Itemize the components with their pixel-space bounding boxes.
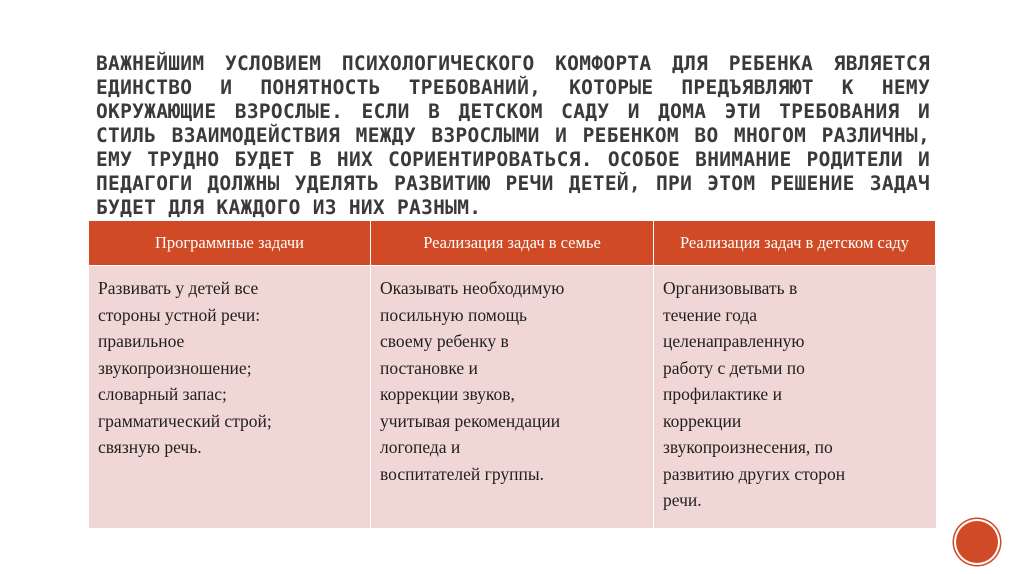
- slide-heading: ВАЖНЕЙШИМ УСЛОВИЕМ ПСИХОЛОГИЧЕСКОГО КОМФОРТА ДЛЯ РЕБЕНКА ЯВЛЯЕТСЯ ЕДИНСТВО И ПОНЯТНОСТЬ ТРЕБОВАНИЙ, КОТОРЫЕ ПРЕДЪЯВЛЯЮТ К НЕМУ ОКРУЖАЮЩИЕ ВЗРОСЛЫЕ. ЕСЛИ В ДЕТСКОМ САДУ И ДОМА ЭТИ ТРЕБОВАНИЯ И СТИЛЬ ВЗАИМОДЕЙСТВИЯ МЕЖДУ ВЗРОСЛЫМИ И РЕБЕНКОМ ВО МНОГОМ РАЗЛИЧНЫ, ЕМУ ТРУДНО БУДЕТ В НИХ СОРИЕНТИРОВАТЬСЯ. ОСОБОЕ ВНИМАНИЕ РОДИТЕЛИ И ПЕДАГОГИ ДОЛЖНЫ УДЕЛЯТЬ РАЗВИТИЮ РЕЧИ ДЕТЕЙ, ПРИ ЭТОМ РЕШЕНИЕ ЗАДАЧ БУДЕТ ДЛЯ КАЖДОГО ИЗ НИХ РАЗНЫМ.: [96, 52, 930, 219]
- cell-family: Оказывать необходимую посильную помощь своему ребенку в постановке и коррекции звуков, учитывая рекомендации логопеда и воспитателей группы.: [371, 265, 654, 528]
- header-family: Реализация задач в семье: [371, 221, 654, 265]
- tasks-table: [89, 221, 936, 528]
- top-bar: [0, 0, 1024, 5]
- side-accent: [1009, 30, 1024, 92]
- header-program-tasks: Программные задачи: [89, 221, 371, 265]
- header-kindergarten: Реализация задач в детском саду: [654, 221, 936, 265]
- cell-program-tasks: Развивать у детей все стороны устной речи: правильное звукопроизношение; словарный запас; грамматический строй; связную речь.: [89, 265, 371, 528]
- cell-kindergarten: Организовывать в течение года целенаправленную работу с детьми по профилактике и коррекции звукопроизнесения, по развитию других сторон речи.: [654, 265, 936, 528]
- slide-decoration-circle: [956, 521, 998, 563]
